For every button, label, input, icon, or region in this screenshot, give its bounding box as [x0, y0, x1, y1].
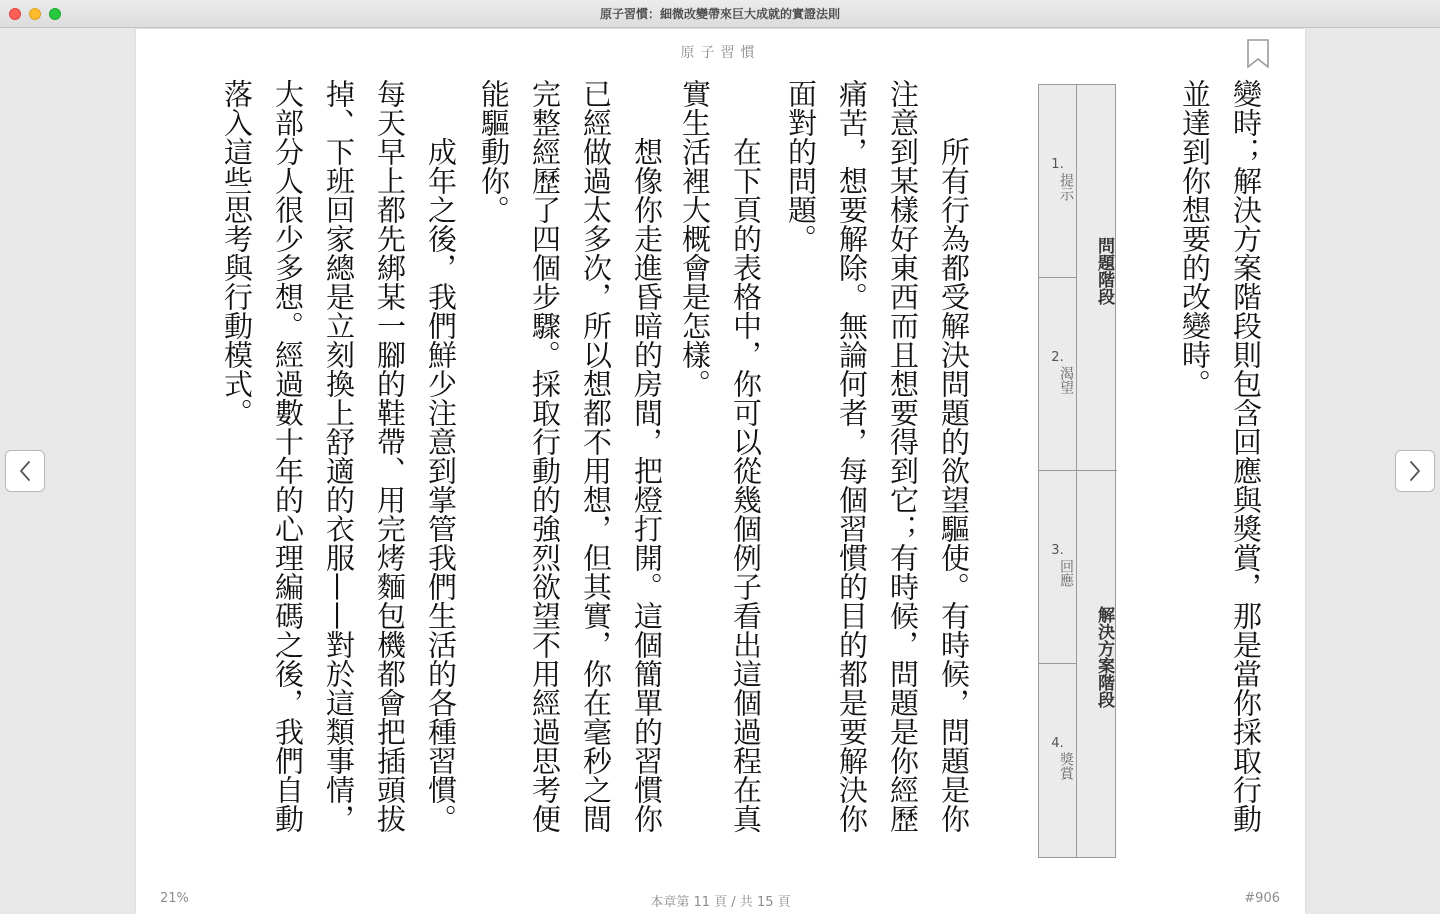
text-block-continuation — [1161, 79, 1271, 879]
diagram-stage-problem — [1077, 85, 1117, 471]
step-label: 回應 — [1058, 559, 1074, 587]
book-page[interactable] — [136, 29, 1305, 914]
text-line: 在下頁的表格中，你可以從幾個例子看出這個過程在真 — [729, 137, 763, 833]
text-line: 成年之後，我們鮮少注意到掌管我們生活的各種習慣。 — [424, 137, 458, 833]
text-line: 注意到某樣好東西而且想要得到它；有時候，問題是你經歷 — [886, 79, 920, 833]
chapter-page-count: 本章第 11 頁 / 共 15 頁 — [650, 895, 791, 910]
step-label: 獎賞 — [1058, 752, 1074, 780]
title-bar — [0, 0, 1440, 28]
reading-progress: 21% — [160, 891, 189, 906]
diagram-stage-solution — [1077, 471, 1117, 857]
previous-page-button[interactable] — [5, 450, 45, 492]
paragraph-2 — [666, 79, 771, 879]
paragraph-4 — [206, 79, 466, 879]
text-line: 每天早上都先綁某一腳的鞋帶、用完烤麵包機都會把插頭拔 — [373, 79, 407, 833]
chevron-left-icon — [18, 460, 32, 482]
diagram-step-cue — [1039, 85, 1076, 278]
stage-label: 問題階段 — [1094, 237, 1114, 305]
diagram-stages — [1076, 85, 1116, 857]
diagram-step-response — [1039, 471, 1076, 664]
text-line: 掉、下班回家總是立刻換上舒適的衣服——對於這類事情， — [322, 79, 356, 833]
text-line: 並達到你想要的改變時。 — [1178, 79, 1212, 398]
text-line: 所有行為都受解決問題的欲望驅使。有時候，問題是你 — [937, 137, 971, 833]
habit-loop-diagram — [1038, 84, 1116, 858]
diagram-step-reward — [1039, 664, 1076, 857]
paragraph-3 — [462, 79, 672, 879]
stage-label: 解決方案階段 — [1094, 606, 1114, 708]
bookmark-icon[interactable] — [1246, 39, 1270, 69]
text-line: 大部分人很少多想。經過數十年的心理編碼之後，我們自動 — [271, 79, 305, 833]
text-line: 實生活裡大概會是怎樣。 — [678, 79, 712, 398]
step-number: 3. — [1051, 543, 1064, 558]
step-number: 1. — [1051, 157, 1064, 172]
step-number: 2. — [1051, 350, 1064, 365]
running-header: 原子習慣 — [680, 45, 761, 61]
text-line: 落入這些思考與行動模式。 — [220, 79, 254, 427]
text-line: 面對的問題。 — [784, 79, 818, 253]
text-line: 已經做過太多次，所以想都不用想，但其實，你在毫秒之間 — [579, 79, 613, 833]
chevron-right-icon — [1408, 460, 1422, 482]
step-label: 提示 — [1058, 173, 1074, 201]
text-line: 能驅動你。 — [477, 79, 511, 224]
paragraph-1 — [769, 79, 979, 879]
next-page-button[interactable] — [1395, 450, 1435, 492]
window-title: 原子習慣：細微改變帶來巨大成就的實證法則 — [599, 7, 840, 21]
text-line: 變時；解決方案階段則包含回應與獎賞，那是當你採取行動 — [1229, 79, 1263, 833]
location-number: #906 — [1244, 891, 1280, 906]
text-line: 痛苦，想要解除。無論何者，每個習慣的目的都是要解決你 — [835, 79, 869, 833]
text-line: 想像你走進昏暗的房間，把燈打開。這個簡單的習慣你 — [630, 137, 664, 833]
text-line: 完整經歷了四個步驟。採取行動的強烈欲望不用經過思考便 — [528, 79, 562, 833]
diagram-step-craving — [1039, 278, 1076, 471]
step-label: 渴望 — [1058, 366, 1074, 394]
step-number: 4. — [1051, 736, 1064, 751]
